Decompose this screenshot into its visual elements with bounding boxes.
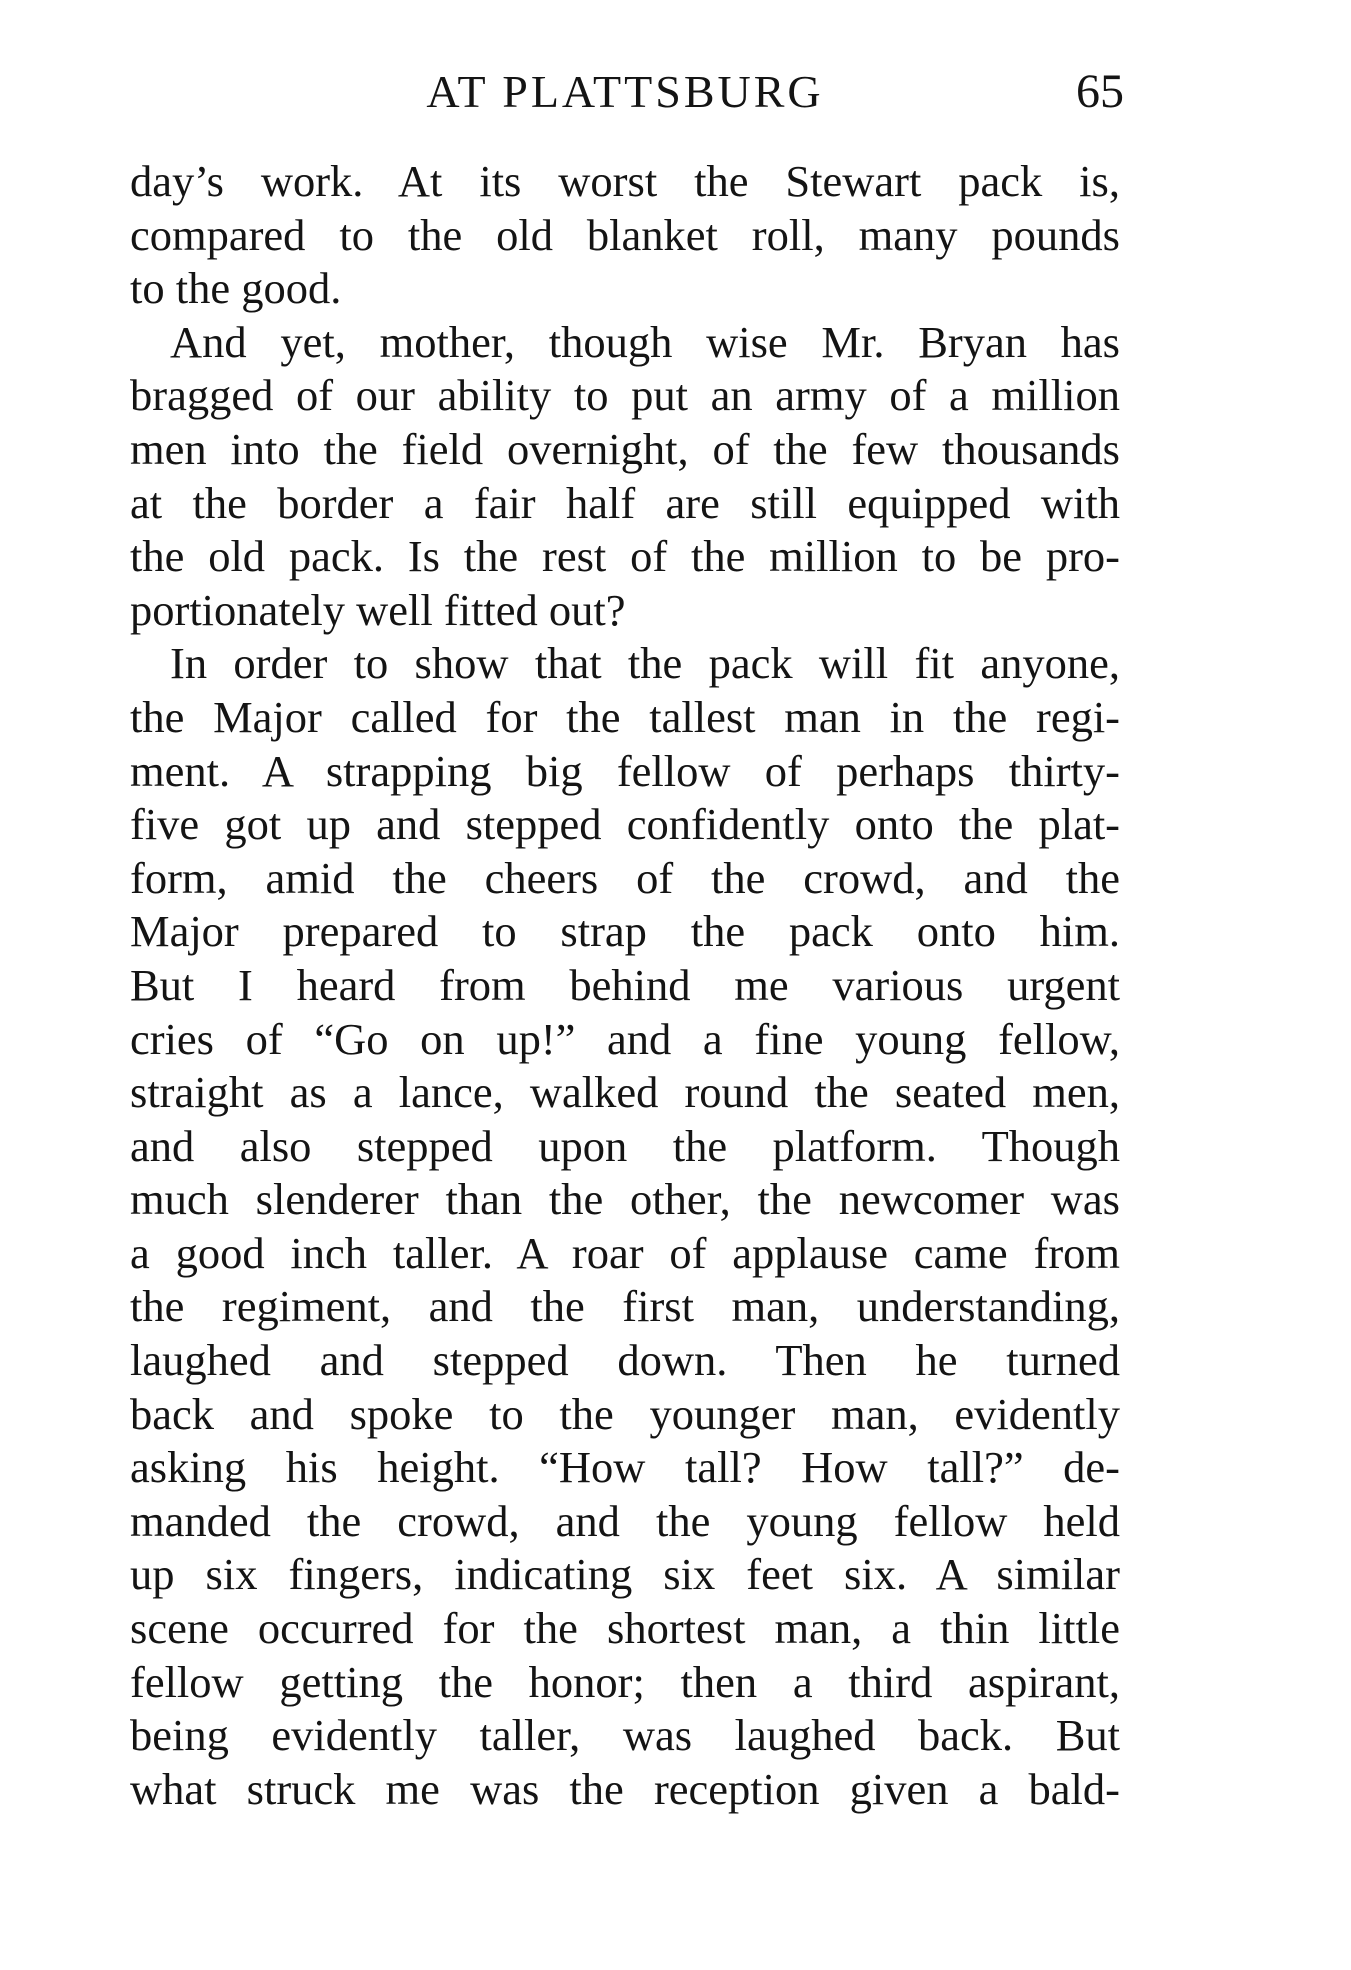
text-line: fellow getting the honor; then a third aspirant, bbox=[130, 1656, 1120, 1707]
text-line: a good inch taller. A roar of applause came from bbox=[130, 1227, 1120, 1278]
text-line: laughed and stepped down. Then he turned bbox=[130, 1335, 1120, 1386]
text-line: bragged of our ability to put an army of a million bbox=[130, 370, 1120, 421]
page-number: 65 bbox=[1076, 65, 1124, 118]
text-line: to the good. bbox=[130, 263, 342, 314]
text-line: form, amid the cheers of the crowd, and the bbox=[130, 852, 1120, 903]
text-line: the old pack. Is the rest of the million to be pro- bbox=[130, 531, 1120, 582]
text-line: and also stepped upon the platform. Though bbox=[130, 1120, 1120, 1171]
text-line: asking his height. “How tall? How tall?” de- bbox=[130, 1442, 1120, 1493]
text-line: up six fingers, indicating six feet six. A similar bbox=[130, 1549, 1120, 1600]
text-line: the Major called for the tallest man in the regi- bbox=[130, 691, 1120, 742]
text-line: back and spoke to the younger man, evidently bbox=[130, 1388, 1120, 1439]
text-line: being evidently taller, was laughed back. But bbox=[130, 1710, 1120, 1761]
text-line: the regiment, and the first man, understanding, bbox=[130, 1281, 1120, 1332]
text-line: portionately well fitted out? bbox=[130, 584, 626, 635]
text-line: five got up and stepped confidently onto the plat- bbox=[130, 799, 1120, 850]
text-line: Major prepared to strap the pack onto him. bbox=[130, 906, 1120, 957]
text-line: In order to show that the pack will fit anyone, bbox=[170, 638, 1120, 689]
text-line: scene occurred for the shortest man, a thin little bbox=[130, 1603, 1120, 1654]
text-line: men into the field overnight, of the few thousands bbox=[130, 423, 1120, 474]
text-line: And yet, mother, though wise Mr. Bryan has bbox=[170, 316, 1120, 367]
text-line: day’s work. At its worst the Stewart pack is, bbox=[130, 156, 1120, 206]
text-line: cries of “Go on up!” and a fine young fellow, bbox=[130, 1013, 1120, 1064]
text-line: straight as a lance, walked round the seated men, bbox=[130, 1067, 1120, 1118]
text-line: what struck me was the reception given a bald- bbox=[130, 1763, 1120, 1814]
text-line: But I heard from behind me various urgent bbox=[130, 959, 1120, 1010]
text-line: manded the crowd, and the young fellow held bbox=[130, 1495, 1120, 1546]
body-text bbox=[130, 155, 1120, 1816]
text-line: at the border a fair half are still equipped with bbox=[130, 477, 1120, 528]
running-title: AT PLATTSBURG bbox=[426, 66, 824, 117]
page-header bbox=[130, 62, 1124, 122]
text-line: much slenderer than the other, the newcomer was bbox=[130, 1174, 1120, 1225]
text-line: ment. A strapping big fellow of perhaps thirty- bbox=[130, 745, 1120, 796]
text-line: compared to the old blanket roll, many pounds bbox=[130, 209, 1120, 260]
